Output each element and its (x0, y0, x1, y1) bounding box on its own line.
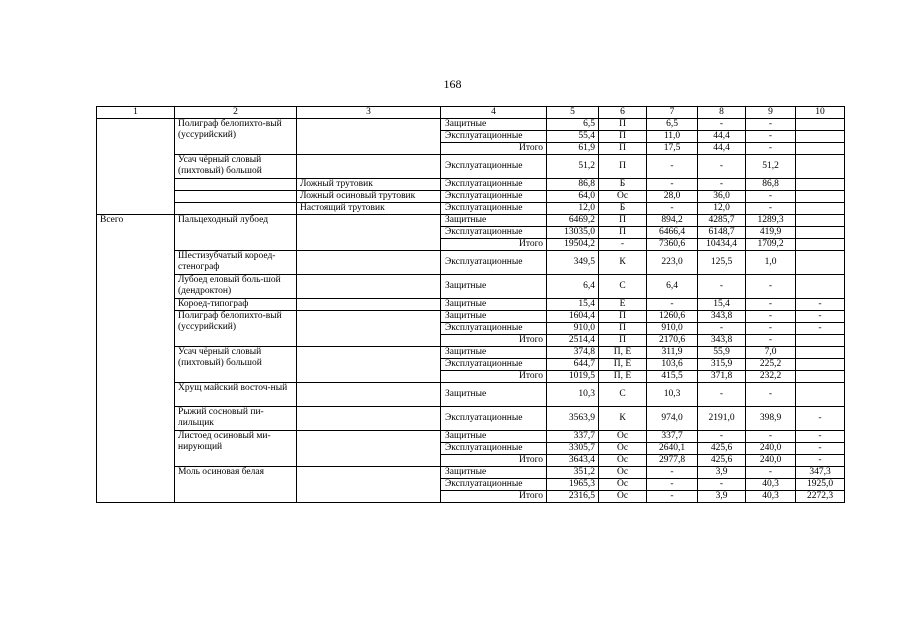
value-cell: 425,6 (698, 455, 746, 467)
area-cell: 1604,4 (547, 311, 599, 323)
column-header: 1 (97, 107, 175, 119)
value-cell: - (746, 323, 796, 335)
disease-cell (297, 215, 441, 251)
value-cell: - (647, 203, 698, 215)
table-row (97, 299, 845, 311)
value-cell: 1,0 (746, 251, 796, 275)
pest-cell: Полиграф белопихто-вый (уссурийский) (175, 311, 297, 347)
data-table (96, 106, 845, 503)
category-cell: Эксплуатационные (441, 407, 547, 431)
value-cell: - (746, 335, 796, 347)
column-header: 3 (297, 107, 441, 119)
area-cell: 3305,7 (547, 443, 599, 455)
category-cell: Эксплуатационные (441, 191, 547, 203)
value-cell: 7360,6 (647, 239, 698, 251)
category-cell: Эксплуатационные (441, 443, 547, 455)
value-cell (796, 131, 845, 143)
value-cell (796, 119, 845, 131)
value-cell: 17,5 (647, 143, 698, 155)
value-cell: 12,0 (698, 203, 746, 215)
value-cell: 125,5 (698, 251, 746, 275)
area-cell: 13035,0 (547, 227, 599, 239)
pest-cell: Листоед осиновый ми-нирующий (175, 431, 297, 467)
value-cell: 44,4 (698, 131, 746, 143)
value-cell: 103,6 (647, 359, 698, 371)
area-cell: 51,2 (547, 155, 599, 179)
table-row (97, 467, 845, 479)
disease-cell (297, 431, 441, 467)
pest-cell (175, 203, 297, 215)
value-cell: 311,9 (647, 347, 698, 359)
value-cell: 10434,4 (698, 239, 746, 251)
area-cell: 1019,5 (547, 371, 599, 383)
value-cell (796, 203, 845, 215)
value-cell: - (746, 191, 796, 203)
species-cell: С (599, 383, 647, 407)
category-cell: Эксплуатационные (441, 359, 547, 371)
value-cell: 240,0 (746, 455, 796, 467)
column-header: 4 (441, 107, 547, 119)
value-cell: - (746, 299, 796, 311)
disease-cell (297, 311, 441, 347)
value-cell: - (698, 431, 746, 443)
value-cell: 10,3 (647, 383, 698, 407)
area-cell: 374,8 (547, 347, 599, 359)
species-cell: К (599, 407, 647, 431)
species-cell: П (599, 311, 647, 323)
value-cell: - (746, 467, 796, 479)
disease-cell: Ложный трутовик (297, 179, 441, 191)
value-cell: 2191,0 (698, 407, 746, 431)
value-cell: - (746, 383, 796, 407)
category-cell: Защитные (441, 119, 547, 131)
species-cell: П, Е (599, 359, 647, 371)
value-cell: - (647, 155, 698, 179)
value-cell: - (698, 479, 746, 491)
value-cell: - (698, 179, 746, 191)
column-header: 2 (175, 107, 297, 119)
table-row (97, 407, 845, 431)
category-cell: Защитные (441, 431, 547, 443)
value-cell: - (746, 311, 796, 323)
value-cell: - (746, 131, 796, 143)
species-cell: Ос (599, 431, 647, 443)
area-cell: 337,7 (547, 431, 599, 443)
disease-cell (297, 467, 441, 503)
category-cell: Защитные (441, 383, 547, 407)
column-header: 5 (547, 107, 599, 119)
table-row (97, 203, 845, 215)
species-cell: - (599, 239, 647, 251)
category-cell: Итого (441, 455, 547, 467)
value-cell: 44,4 (698, 143, 746, 155)
value-cell: - (796, 407, 845, 431)
value-cell (796, 251, 845, 275)
category-cell: Защитные (441, 299, 547, 311)
category-cell: Эксплуатационные (441, 227, 547, 239)
value-cell: 371,8 (698, 371, 746, 383)
value-cell: 398,9 (746, 407, 796, 431)
species-cell: Ос (599, 191, 647, 203)
area-cell: 910,0 (547, 323, 599, 335)
value-cell: 40,3 (746, 479, 796, 491)
value-cell: - (698, 275, 746, 299)
category-cell: Эксплуатационные (441, 323, 547, 335)
disease-cell: Ложный осиновый трутовик (297, 191, 441, 203)
group-cell: Всего (97, 215, 175, 503)
area-cell: 6,4 (547, 275, 599, 299)
value-cell: 2272,3 (796, 491, 845, 503)
area-cell: 6469,2 (547, 215, 599, 227)
species-cell: П (599, 335, 647, 347)
species-cell: Ос (599, 455, 647, 467)
area-cell: 55,4 (547, 131, 599, 143)
value-cell: 1709,2 (746, 239, 796, 251)
value-cell: 1289,3 (746, 215, 796, 227)
table-row (97, 215, 845, 227)
value-cell: - (698, 119, 746, 131)
category-cell: Итого (441, 143, 547, 155)
category-cell: Защитные (441, 311, 547, 323)
value-cell (796, 191, 845, 203)
column-header: 9 (746, 107, 796, 119)
pest-cell: Полиграф белопихто-вый (уссурийский) (175, 119, 297, 155)
column-header: 10 (796, 107, 845, 119)
value-cell (796, 227, 845, 239)
value-cell: 6148,7 (698, 227, 746, 239)
species-cell: Е (599, 299, 647, 311)
category-cell: Эксплуатационные (441, 251, 547, 275)
table-row (97, 251, 845, 275)
table-row (97, 383, 845, 407)
category-cell: Защитные (441, 215, 547, 227)
group-cell (97, 119, 175, 215)
header-row (97, 107, 845, 119)
table-row (97, 347, 845, 359)
pest-cell: Шестизубчатый короед-стенограф (175, 251, 297, 275)
table-row (97, 275, 845, 299)
value-cell (796, 155, 845, 179)
value-cell: 2640,1 (647, 443, 698, 455)
value-cell (796, 359, 845, 371)
value-cell: - (796, 455, 845, 467)
category-cell: Эксплуатационные (441, 479, 547, 491)
value-cell: 425,6 (698, 443, 746, 455)
disease-cell (297, 155, 441, 179)
value-cell: - (698, 155, 746, 179)
value-cell: - (746, 275, 796, 299)
species-cell: Ос (599, 467, 647, 479)
species-cell: П (599, 215, 647, 227)
value-cell: 240,0 (746, 443, 796, 455)
disease-cell: Настоящий трутовик (297, 203, 441, 215)
category-cell: Итого (441, 491, 547, 503)
value-cell: 4285,7 (698, 215, 746, 227)
species-cell: П, Е (599, 347, 647, 359)
table-row (97, 191, 845, 203)
value-cell: 337,7 (647, 431, 698, 443)
pest-cell: Хрущ майский восточ-ный (175, 383, 297, 407)
category-cell: Итого (441, 335, 547, 347)
pest-cell (175, 179, 297, 191)
disease-cell (297, 119, 441, 155)
pest-cell: Моль осиновая белая (175, 467, 297, 503)
value-cell: 55,9 (698, 347, 746, 359)
pest-cell: Пальцеходный лубоед (175, 215, 297, 251)
species-cell: К (599, 251, 647, 275)
value-cell: 415,5 (647, 371, 698, 383)
value-cell: 7,0 (746, 347, 796, 359)
value-cell: - (746, 203, 796, 215)
value-cell: - (796, 323, 845, 335)
column-header: 8 (698, 107, 746, 119)
value-cell: - (698, 323, 746, 335)
disease-cell (297, 251, 441, 275)
value-cell: - (746, 143, 796, 155)
area-cell: 19504,2 (547, 239, 599, 251)
category-cell: Итого (441, 371, 547, 383)
value-cell: 419,9 (746, 227, 796, 239)
value-cell: 3,9 (698, 491, 746, 503)
disease-cell (297, 383, 441, 407)
value-cell: - (647, 299, 698, 311)
page-number: 168 (443, 77, 462, 91)
value-cell: 1260,6 (647, 311, 698, 323)
column-header: 7 (647, 107, 698, 119)
value-cell: - (796, 299, 845, 311)
pest-cell: Лубоед еловый боль-шой (дендроктон) (175, 275, 297, 299)
value-cell: 315,9 (698, 359, 746, 371)
value-cell: 223,0 (647, 251, 698, 275)
species-cell: П (599, 155, 647, 179)
value-cell: 343,8 (698, 335, 746, 347)
table-row (97, 311, 845, 323)
species-cell: П (599, 323, 647, 335)
value-cell: 974,0 (647, 407, 698, 431)
area-cell: 3563,9 (547, 407, 599, 431)
value-cell: - (746, 119, 796, 131)
value-cell: 232,2 (746, 371, 796, 383)
disease-cell (297, 299, 441, 311)
species-cell: П (599, 119, 647, 131)
value-cell: 28,0 (647, 191, 698, 203)
species-cell: Б (599, 179, 647, 191)
area-cell: 64,0 (547, 191, 599, 203)
category-cell: Защитные (441, 275, 547, 299)
value-cell: 6466,4 (647, 227, 698, 239)
area-cell: 15,4 (547, 299, 599, 311)
value-cell: 6,5 (647, 119, 698, 131)
value-cell: - (647, 479, 698, 491)
pest-cell: Рыжий сосновый пи-лильщик (175, 407, 297, 431)
area-cell: 2514,4 (547, 335, 599, 347)
value-cell: 347,3 (796, 467, 845, 479)
value-cell: 15,4 (698, 299, 746, 311)
category-cell: Эксплуатационные (441, 179, 547, 191)
value-cell: 3,9 (698, 467, 746, 479)
value-cell: 86,8 (746, 179, 796, 191)
species-cell: Б (599, 203, 647, 215)
area-cell: 6,5 (547, 119, 599, 131)
value-cell: 1925,0 (796, 479, 845, 491)
value-cell (796, 275, 845, 299)
value-cell: - (647, 491, 698, 503)
area-cell: 86,8 (547, 179, 599, 191)
category-cell: Итого (441, 239, 547, 251)
value-cell (796, 179, 845, 191)
value-cell (796, 335, 845, 347)
disease-cell (297, 347, 441, 383)
area-cell: 3643,4 (547, 455, 599, 467)
value-cell: - (698, 383, 746, 407)
area-cell: 349,5 (547, 251, 599, 275)
table-row (97, 155, 845, 179)
category-cell: Эксплуатационные (441, 203, 547, 215)
value-cell: - (647, 467, 698, 479)
value-cell: 6,4 (647, 275, 698, 299)
value-cell: 910,0 (647, 323, 698, 335)
species-cell: П (599, 143, 647, 155)
category-cell: Защитные (441, 467, 547, 479)
table-row (97, 431, 845, 443)
value-cell: 225,2 (746, 359, 796, 371)
area-cell: 10,3 (547, 383, 599, 407)
pest-cell: Усач чёрный словый (пихтовый) большой (175, 155, 297, 179)
area-cell: 12,0 (547, 203, 599, 215)
value-cell: 2977,8 (647, 455, 698, 467)
species-cell: Ос (599, 491, 647, 503)
value-cell (796, 371, 845, 383)
area-cell: 2316,5 (547, 491, 599, 503)
value-cell: 11,0 (647, 131, 698, 143)
area-cell: 61,9 (547, 143, 599, 155)
category-cell: Эксплуатационные (441, 155, 547, 179)
pest-cell: Короед-типограф (175, 299, 297, 311)
table-row (97, 119, 845, 131)
value-cell: - (796, 311, 845, 323)
value-cell: - (647, 179, 698, 191)
value-cell (796, 347, 845, 359)
value-cell: 36,0 (698, 191, 746, 203)
value-cell: - (746, 431, 796, 443)
value-cell (796, 215, 845, 227)
value-cell: 343,8 (698, 311, 746, 323)
disease-cell (297, 275, 441, 299)
disease-cell (297, 407, 441, 431)
area-cell: 1965,3 (547, 479, 599, 491)
species-cell: П (599, 227, 647, 239)
pest-cell (175, 191, 297, 203)
value-cell (796, 143, 845, 155)
table-row (97, 179, 845, 191)
species-cell: Ос (599, 443, 647, 455)
area-cell: 644,7 (547, 359, 599, 371)
value-cell (796, 239, 845, 251)
value-cell: 2170,6 (647, 335, 698, 347)
value-cell: - (796, 431, 845, 443)
area-cell: 351,2 (547, 467, 599, 479)
value-cell: - (796, 443, 845, 455)
value-cell (796, 383, 845, 407)
value-cell: 51,2 (746, 155, 796, 179)
column-header: 6 (599, 107, 647, 119)
category-cell: Эксплуатационные (441, 131, 547, 143)
category-cell: Защитные (441, 347, 547, 359)
species-cell: С (599, 275, 647, 299)
species-cell: П (599, 131, 647, 143)
species-cell: П, Е (599, 371, 647, 383)
pest-cell: Усач чёрный словый (пихтовый) большой (175, 347, 297, 383)
species-cell: Ос (599, 479, 647, 491)
value-cell: 894,2 (647, 215, 698, 227)
value-cell: 40,3 (746, 491, 796, 503)
